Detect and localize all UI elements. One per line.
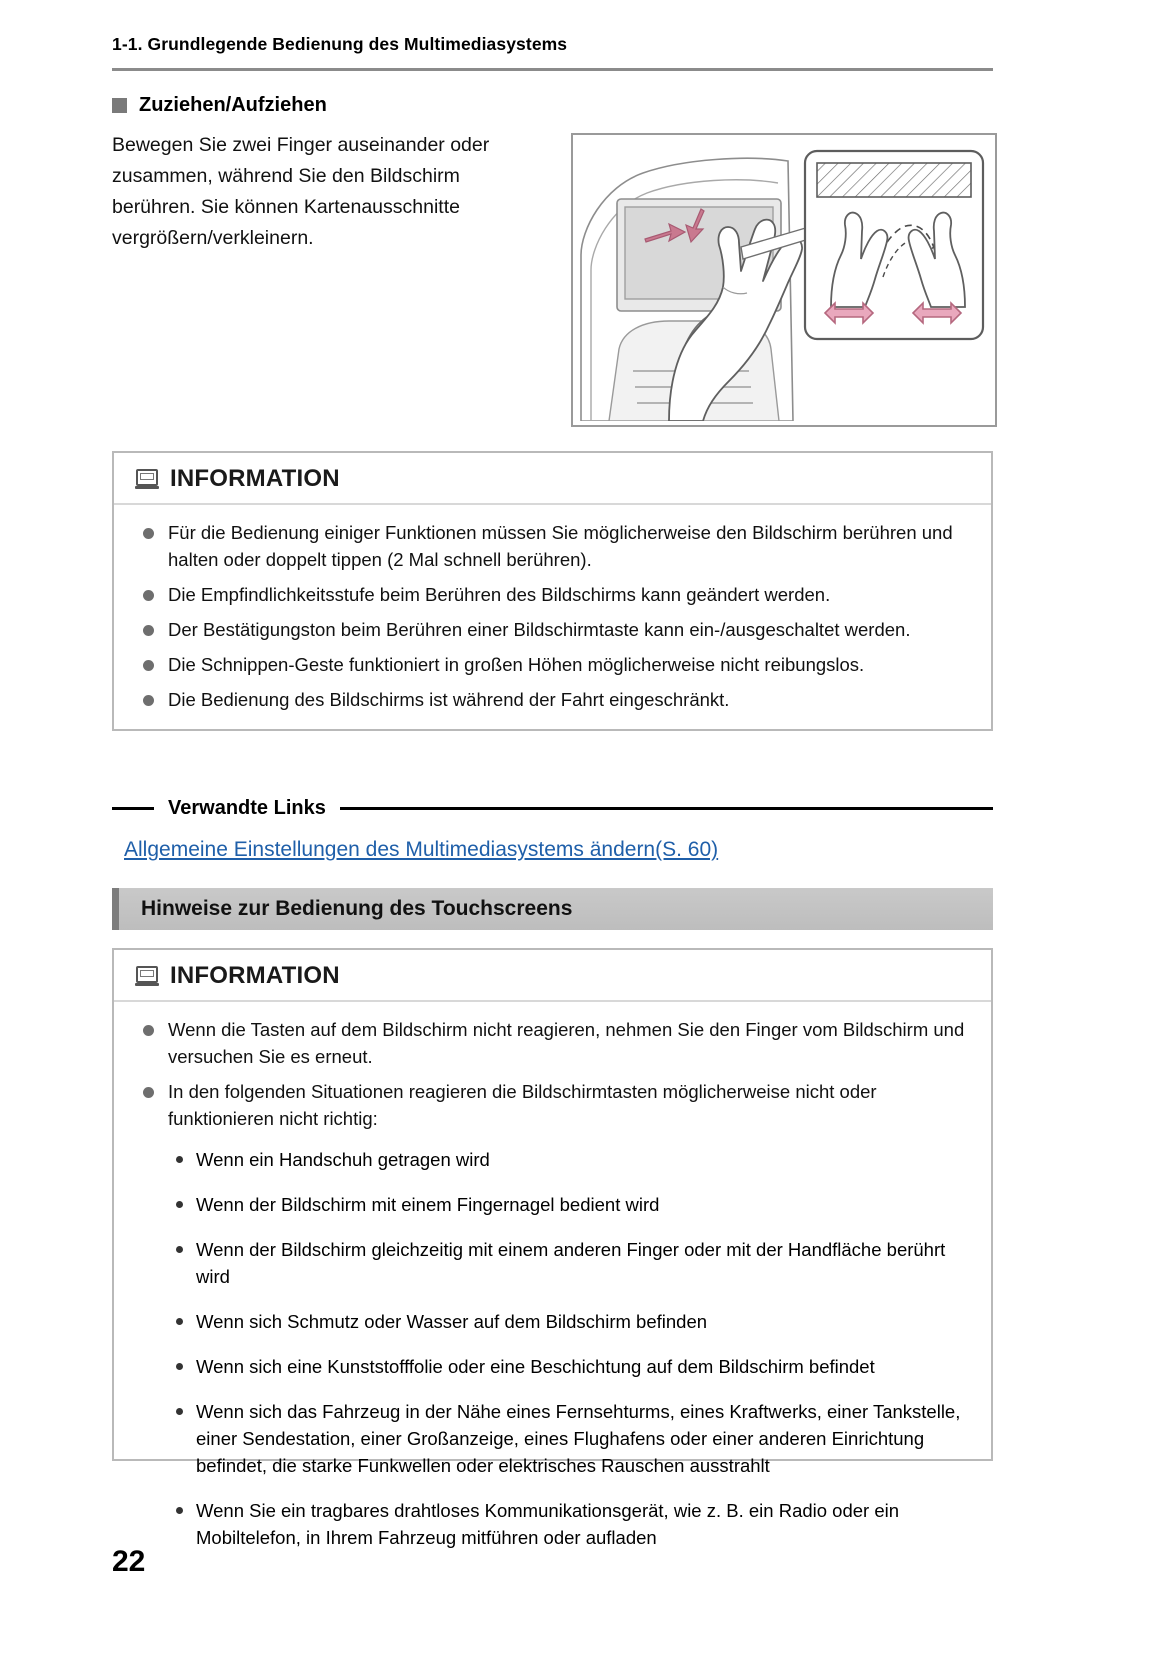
information-icon [136, 966, 158, 986]
related-rule-right [340, 807, 993, 810]
pinch-zoom-illustration-svg [573, 135, 991, 421]
information-icon [136, 469, 158, 489]
related-links-title: Verwandte Links [168, 796, 326, 819]
header-divider [112, 68, 993, 71]
list-item: Wenn die Tasten auf dem Bildschirm nicht reagieren, nehmen Sie den Finger vom Bildschirm und versuchen Sie es erneut. [140, 1016, 965, 1070]
list-item: Für die Bedienung einiger Funktionen müssen Sie möglicherweise den Bildschirm berühren und halten oder doppelt tippen (2 Mal schnell berühren). [140, 519, 965, 573]
square-bullet-icon [112, 98, 127, 113]
list-item: Die Schnippen-Geste funktioniert in großen Höhen möglicherweise nicht reibungslos. [140, 651, 965, 678]
information-box-2-header [114, 950, 991, 1002]
information-box-2 [112, 948, 993, 1548]
subsection-title: Hinweise zur Bedienung des Touchscreens [141, 897, 573, 920]
information-box-2-title: INFORMATION [170, 962, 340, 989]
sub-list-item: Wenn Sie ein tragbares drahtloses Kommunikationsgerät, wie z. B. ein Radio oder ein Mobiltelefon, in Ihrem Fahrzeug mitführen oder aufladen [168, 1497, 965, 1551]
information-box-1-title: INFORMATION [170, 465, 340, 492]
information-box-1 [112, 451, 993, 731]
breadcrumb: 1-1. Grundlegende Bedienung des Multimediasystems [112, 34, 568, 54]
information-sub-list [168, 1146, 965, 1551]
subsection-band [112, 888, 993, 930]
sub-list-item: Wenn sich eine Kunststofffolie oder eine Beschichtung auf dem Bildschirm befindet [168, 1353, 965, 1380]
related-rule-left [112, 807, 154, 810]
section-heading-label: Zuziehen/Aufziehen [139, 94, 327, 116]
sub-list-item: Wenn der Bildschirm gleichzeitig mit einem anderen Finger oder mit der Handfläche berührt wird [168, 1236, 965, 1290]
list-item: In den folgenden Situationen reagieren die Bildschirmtasten möglicherweise nicht oder funktionieren nicht richtig: [140, 1078, 965, 1132]
section-heading [112, 94, 327, 117]
sub-list-item: Wenn der Bildschirm mit einem Fingernagel bedient wird [168, 1191, 965, 1218]
information-list-2 [140, 1016, 965, 1132]
section-intro-text: Bewegen Sie zwei Finger auseinander oder zusammen, während Sie den Bildschirm berühren. Sie können Kartenausschnitte vergrößern/verkleinern. [112, 134, 490, 249]
sub-list-wrapper [140, 1146, 965, 1551]
list-item: Die Bedienung des Bildschirms ist während der Fahrt eingeschränkt. [140, 686, 965, 713]
information-box-1-header [114, 453, 991, 505]
sub-list-item: Wenn sich Schmutz oder Wasser auf dem Bildschirm befinden [168, 1308, 965, 1335]
list-item: Die Empfindlichkeitsstufe beim Berühren des Bildschirms kann geändert werden. [140, 581, 965, 608]
information-box-2-body [114, 1002, 991, 1569]
page-number: 22 [112, 1545, 146, 1578]
gesture-illustration [571, 133, 997, 427]
sub-list-item: Wenn sich das Fahrzeug in der Nähe eines Fernsehturms, eines Kraftwerks, einer Tankstelle, einer Sendestation, einer Großanzeige, eines Flughafens oder einer anderen Einrichtung befindet, die starke Funkwellen oder elektrisches Rauschen ausstrahlt [168, 1398, 965, 1479]
related-link[interactable]: Allgemeine Einstellungen des Multimediasystems ändern(S. 60) [124, 838, 719, 861]
related-links-header [112, 795, 993, 821]
list-item: Der Bestätigungston beim Berühren einer Bildschirmtaste kann ein-/ausgeschaltet werden. [140, 616, 965, 643]
information-list-1 [140, 519, 965, 713]
sub-list-item: Wenn ein Handschuh getragen wird [168, 1146, 965, 1173]
information-box-1-body [114, 505, 991, 729]
